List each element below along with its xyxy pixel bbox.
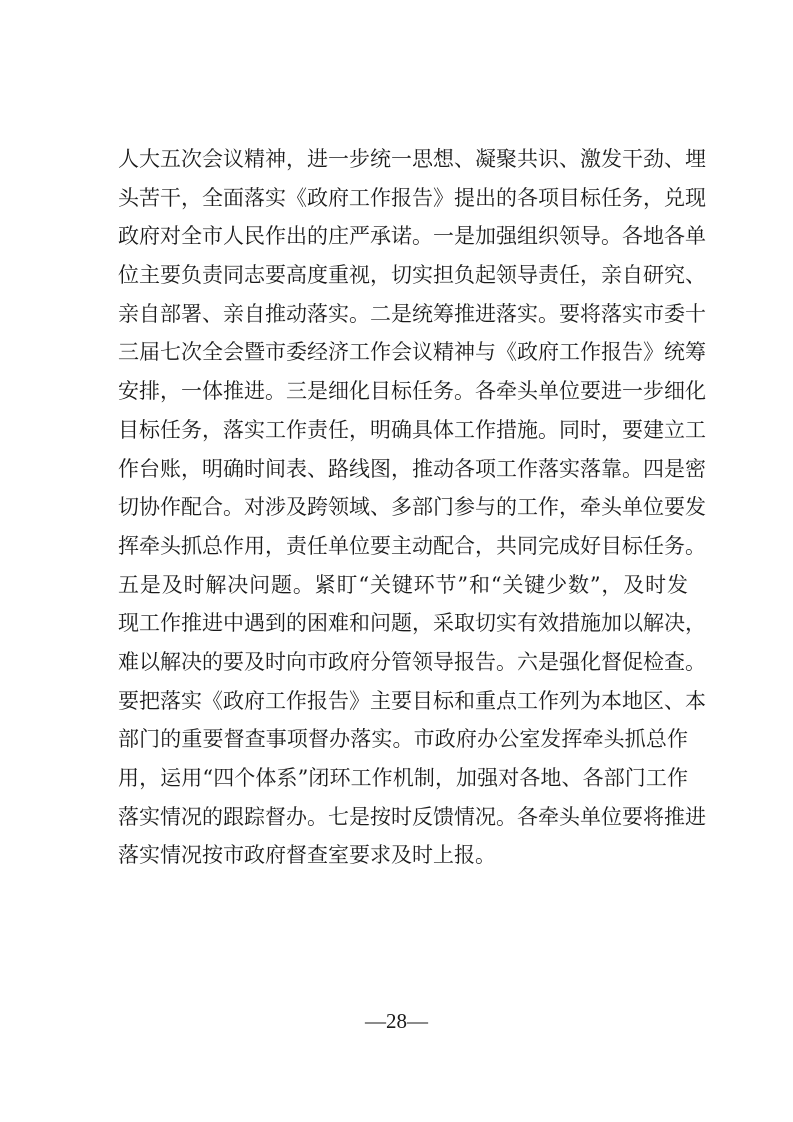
text-line: 安排，一体推进。三是细化目标任务。各牵头单位要进一步细化	[118, 379, 706, 404]
text-line: 位主要负责同志要高度重视，切实担负起领导责任，亲自研究、	[118, 263, 706, 288]
text-line: 难以解决的要及时向市政府分管领导报告。六是强化督促检查。	[118, 649, 706, 674]
text-line: 落实情况的跟踪督办。七是按时反馈情况。各牵头单位要将推进	[118, 804, 706, 829]
text-line: 落实情况按市政府督查室要求及时上报。	[118, 843, 496, 868]
text-line: 部门的重要督查事项督办落实。市政府办公室发挥牵头抓总作	[118, 727, 688, 752]
text-line: 现工作推进中遇到的困难和问题，采取切实有效措施加以解决，	[118, 611, 706, 636]
text-line: 亲自部署、亲自推动落实。二是统筹推进落实。要将落实市委十	[118, 301, 706, 326]
text-line: 切协作配合。对涉及跨领域、多部门参与的工作，牵头单位要发	[118, 495, 706, 520]
text-line: 作台账，明确时间表、路线图，推动各项工作落实落靠。四是密	[118, 456, 706, 481]
text-line: 三届七次全会暨市委经济工作会议精神与《政府工作报告》统筹	[118, 340, 706, 365]
text-line: 头苦干，全面落实《政府工作报告》提出的各项目标任务，兑现	[118, 185, 706, 210]
text-line: 用，运用“四个体系”闭环工作机制，加强对各地、各部门工作	[118, 766, 688, 790]
text-line: 人大五次会议精神，进一步统一思想、凝聚共识、激发干劲、埋	[118, 147, 706, 171]
text-line: 要把落实《政府工作报告》主要目标和重点工作列为本地区、本	[118, 688, 706, 713]
text-line: 目标任务，落实工作责任，明确具体工作措施。同时，要建立工	[118, 417, 706, 442]
body-text	[118, 140, 706, 875]
page-number: —28—	[365, 1009, 428, 1033]
text-line: 政府对全市人民作出的庄严承诺。一是加强组织领导。各地各单	[118, 224, 706, 249]
text-line: 五是及时解决问题。紧盯“关键环节”和“关键少数”，及时发	[118, 572, 688, 597]
text-line: 挥牵头抓总作用，责任单位要主动配合，共同完成好目标任务。	[118, 533, 706, 558]
